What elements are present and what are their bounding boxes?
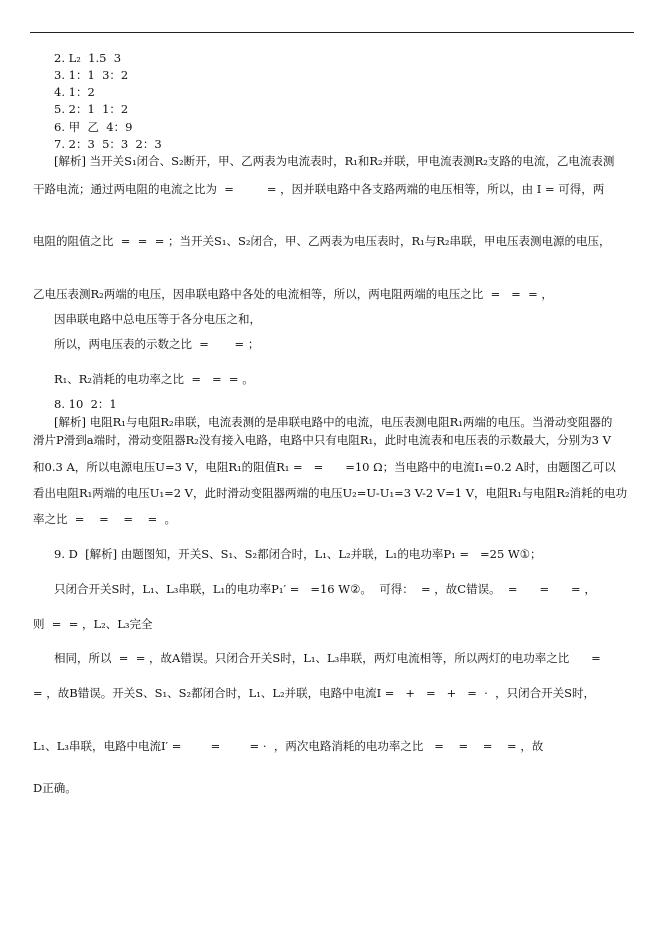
answer-line-4: 4. 1：2 (54, 85, 95, 99)
analysis-line: L₁、L₃串联，电路中电流I′ = = = · ，两次电路消耗的电功率之比 = = = = ，故 (33, 739, 544, 753)
answer-line-6: 6. 甲 乙 4：9 (54, 120, 133, 134)
answer-line-9: 9. D [解析] 由题图知，开关S、S₁、S₂都闭合时，L₁、L₂并联，L₁的电功率P₁ = =25 W①； (54, 547, 542, 561)
answer-line-3: 3. 1：1 3：2 (54, 68, 129, 82)
analysis-line: [解析] 当开关S₁闭合、S₂断开，甲、乙两表为电流表时，R₁和R₂并联，甲电流表测R₂支路的电流，乙电流表测 (54, 154, 615, 168)
analysis-line: 电阻的阻值之比 = = = ；当开关S₁、S₂闭合，甲、乙两表为电压表时，R₁与R₂串联，甲电压表测电源的电压， (33, 234, 611, 248)
analysis-line: [解析] 电阻R₁与电阻R₂串联，电流表测的是串联电路中的电流，电压表测电阻R₁两端的电压。当滑动变阻器的 (54, 415, 613, 429)
answer-line-2: 2. L₂ 1.5 3 (54, 51, 122, 65)
analysis-line: 只闭合开关S时，L₁、L₃串联，L₁的电功率P₁′ = =16 W②。 可得： = ，故C错误。 = = = ， (54, 582, 596, 596)
answer-line-8: 8. 10 2：1 (54, 397, 117, 411)
header-rule (30, 32, 634, 33)
analysis-line: 相同，所以 = = ，故A错误。只闭合开关S时，L₁、L₃串联，两灯电流相等，所以两灯的电功率之比 = (54, 651, 601, 665)
analysis-line: R₁、R₂消耗的电功率之比 = = = 。 (54, 372, 254, 386)
analysis-line: 所以，两电压表的示数之比 = = ； (54, 337, 260, 351)
answer-line-7: 7. 2：3 5：3 2：3 (54, 137, 162, 151)
analysis-line: = ，故B错误。开关S、S₁、S₂都闭合时，L₁、L₂并联，电路中电流I = + = + = · ，只闭合开关S时， (33, 686, 595, 700)
answer-line-5: 5. 2：1 1：2 (54, 102, 129, 116)
analysis-line: 乙电压表测R₂两端的电压，因串联电路中各处的电流相等，所以，两电阻两端的电压之比 = = = ， (33, 287, 553, 301)
analysis-line: 则 = = ，L₂、L₃完全 (33, 617, 153, 631)
analysis-line: 率之比 = = = = 。 (33, 512, 177, 526)
analysis-line: 和0.3 A，所以电源电压U=3 V，电阻R₁的阻值R₁ = = =10 Ω；当电路中的电流I₁=0.2 A时，由题图乙可以 (33, 460, 616, 474)
analysis-line: 看出电阻R₁两端的电压U₁=2 V，此时滑动变阻器两端的电压U₂=U-U₁=3 V-2 V=1 V，电阻R₁与电阻R₂消耗的电功 (33, 486, 628, 500)
analysis-line: 滑片P滑到a端时，滑动变阻器R₂没有接入电路，电路中只有电阻R₁，此时电流表和电压表的示数最大，分别为3 V (33, 433, 611, 447)
analysis-line: 干路电流；通过两电阻的电流之比为 = = ，因并联电路中各支路两端的电压相等，所以，由 I = 可得，两 (33, 182, 605, 196)
analysis-line: 因串联电路中总电压等于各分电压之和， (54, 312, 261, 326)
analysis-line: D正确。 (33, 781, 77, 795)
